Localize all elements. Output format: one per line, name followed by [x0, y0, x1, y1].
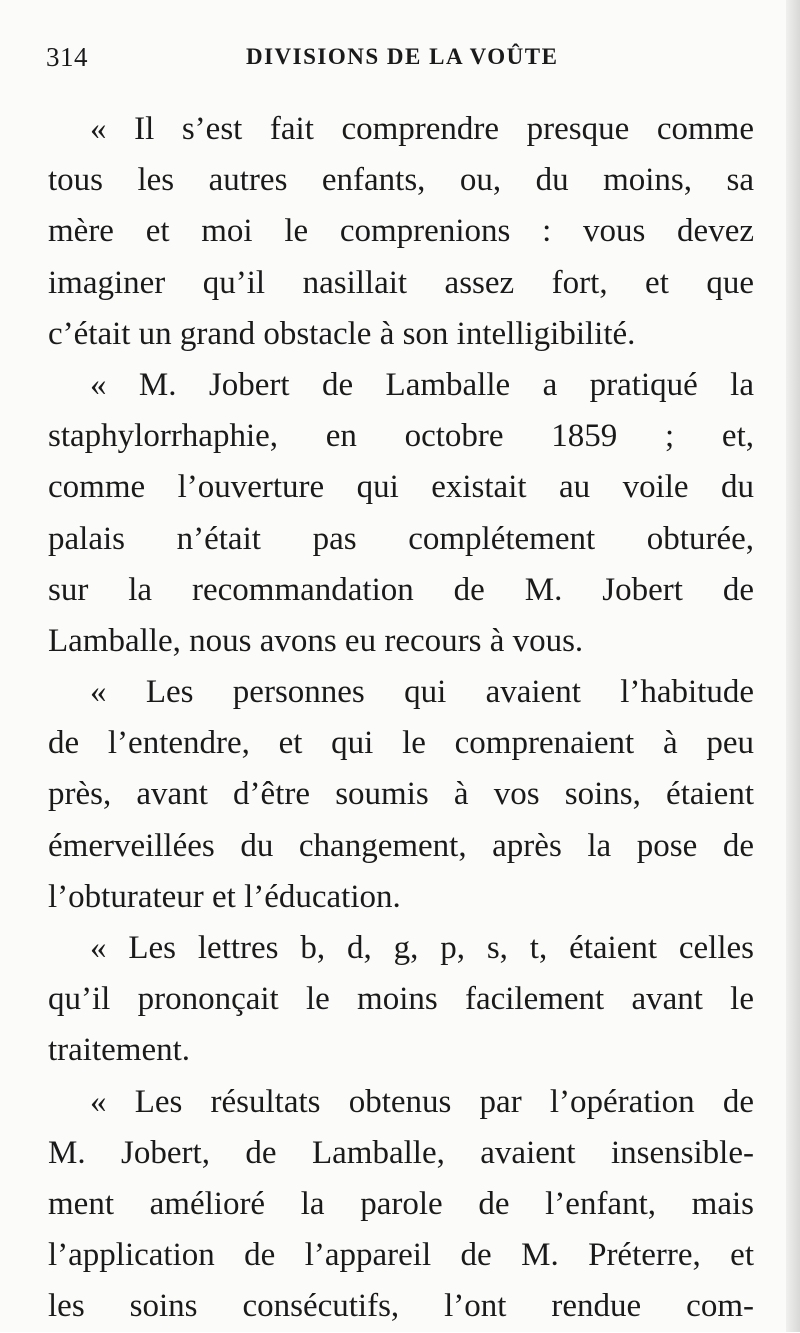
text-line: palais n’était pas complétement obturée, [48, 520, 754, 557]
text-line: de l’entendre, et qui le comprenaient à peu [48, 725, 754, 762]
text-line: l’obturateur et l’éducation. [48, 878, 401, 915]
text-line: qu’il prononçait le moins facilement avant le [48, 981, 754, 1018]
text-line: traitement. [48, 1032, 191, 1069]
text-line: ment amélioré la parole de l’enfant, mais [48, 1185, 754, 1222]
text-line: sur la recommandation de M. Jobert de [48, 571, 754, 608]
text-line: imaginer qu’il nasillait assez fort, et que [48, 264, 754, 301]
page-number: 314 [46, 42, 88, 72]
running-title: DIVISIONS DE LA VOÛTE [246, 44, 559, 69]
text-line: « Il s’est fait comprendre presque comme [90, 111, 754, 147]
text-line: M. Jobert, de Lamballe, avaient insensible- [48, 1134, 754, 1171]
body-text [48, 104, 754, 1333]
text-line: « Les lettres b, d, g, p, s, t, étaient celles [90, 930, 754, 966]
text-line: émerveillées du changement, après la pose de [48, 827, 754, 864]
text-line: staphylorrhaphie, en octobre 1859 ; et, [48, 418, 754, 455]
text-line: c’était un grand obstacle à son intelligibilité. [48, 315, 636, 352]
text-line: tous les autres enfants, ou, du moins, sa [48, 162, 754, 199]
text-line: Lamballe, nous avons eu recours à vous. [48, 622, 584, 659]
text-line: les soins consécutifs, l’ont rendue com- [48, 1288, 754, 1325]
text-line: « Les résultats obtenus par l’opération de [90, 1083, 754, 1120]
running-head [46, 42, 756, 82]
text-line: mère et moi le comprenions : vous devez [48, 213, 754, 250]
text-line: près, avant d’être soumis à vos soins, étaient [48, 776, 754, 813]
text-line: « Les personnes qui avaient l’habitude [90, 674, 754, 711]
text-line: l’application de l’appareil de M. Préterre, et [48, 1237, 754, 1274]
page-edge-shadow [786, 0, 800, 1332]
text-line: « M. Jobert de Lamballe a pratiqué la [90, 366, 754, 403]
text-line: comme l’ouverture qui existait au voile du [48, 469, 754, 506]
